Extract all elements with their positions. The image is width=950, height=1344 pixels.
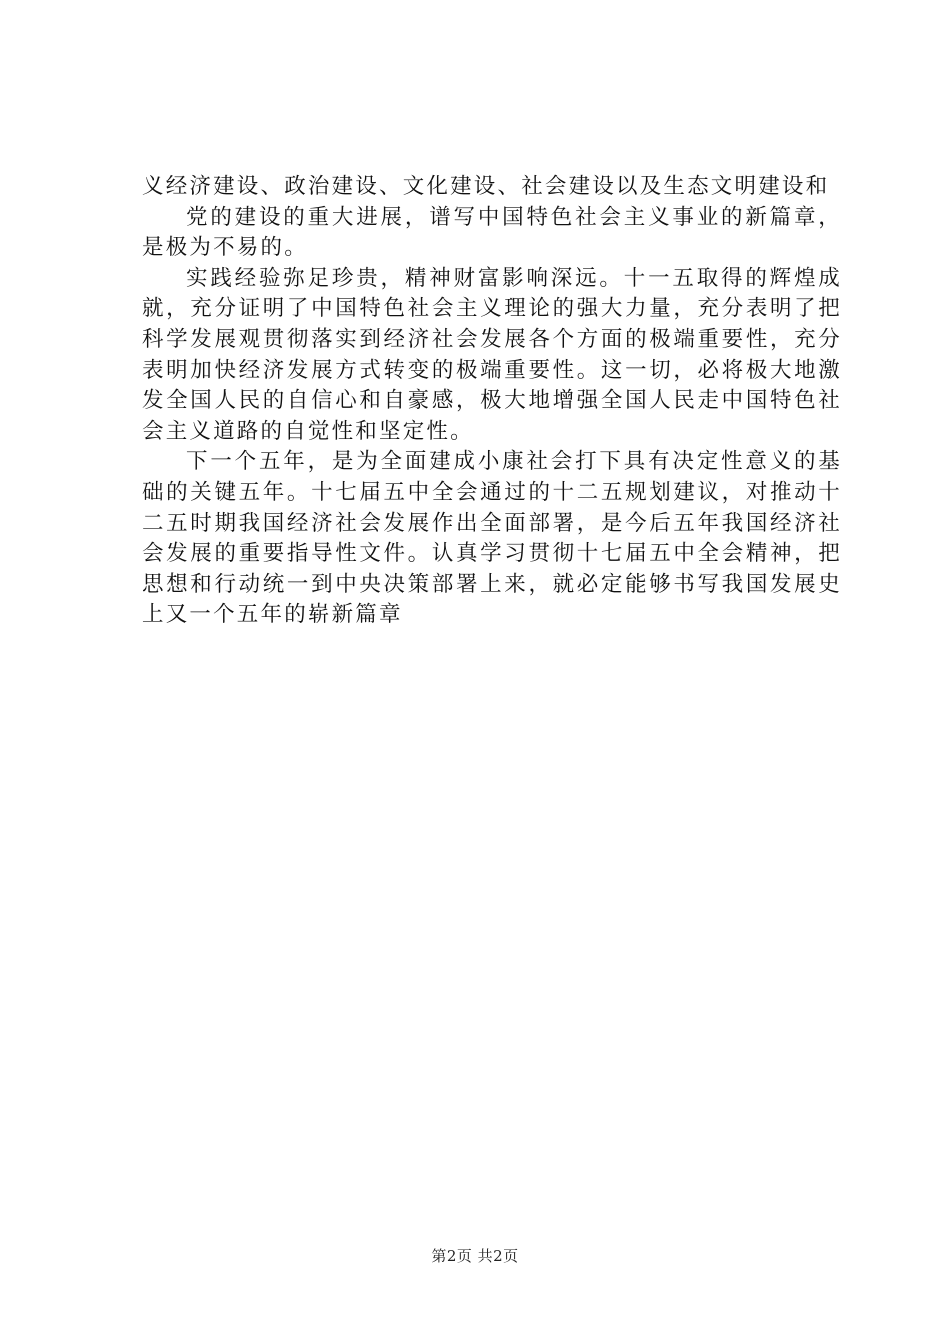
paragraph-continuation: 义经济建设、政治建设、文化建设、社会建设以及生态文明建设和 xyxy=(142,174,830,199)
paragraph: 党的建设的重大进展，谱写中国特色社会主义事业的新篇章，是极为不易的。 xyxy=(142,204,842,261)
document-body xyxy=(142,172,842,631)
paragraph: 实践经验弥足珍贵，精神财富影响深远。十一五取得的辉煌成就，充分证明了中国特色社会主义理论的强大力量，充分表明了把科学发展观贯彻落实到经济社会发展各个方面的极端重要性，充分表明加快经济发展方式转变的极端重要性。这一切，必将极大地激发全国人民的自信心和自豪感，极大地增强全国人民走中国特色社会主义道路的自觉性和坚定性。 xyxy=(142,265,842,444)
page-number-footer: 第2页 共2页 xyxy=(431,1247,519,1265)
paragraph: 下一个五年，是为全面建成小康社会打下具有决定性意义的基础的关键五年。十七届五中全会通过的十二五规划建议，对推动十二五时期我国经济社会发展作出全面部署，是今后五年我国经济社会发展的重要指导性文件。认真学习贯彻十七届五中全会精神，把思想和行动统一到中央决策部署上来，就必定能够书写我国发展史上又一个五年的崭新篇章 xyxy=(142,449,842,628)
